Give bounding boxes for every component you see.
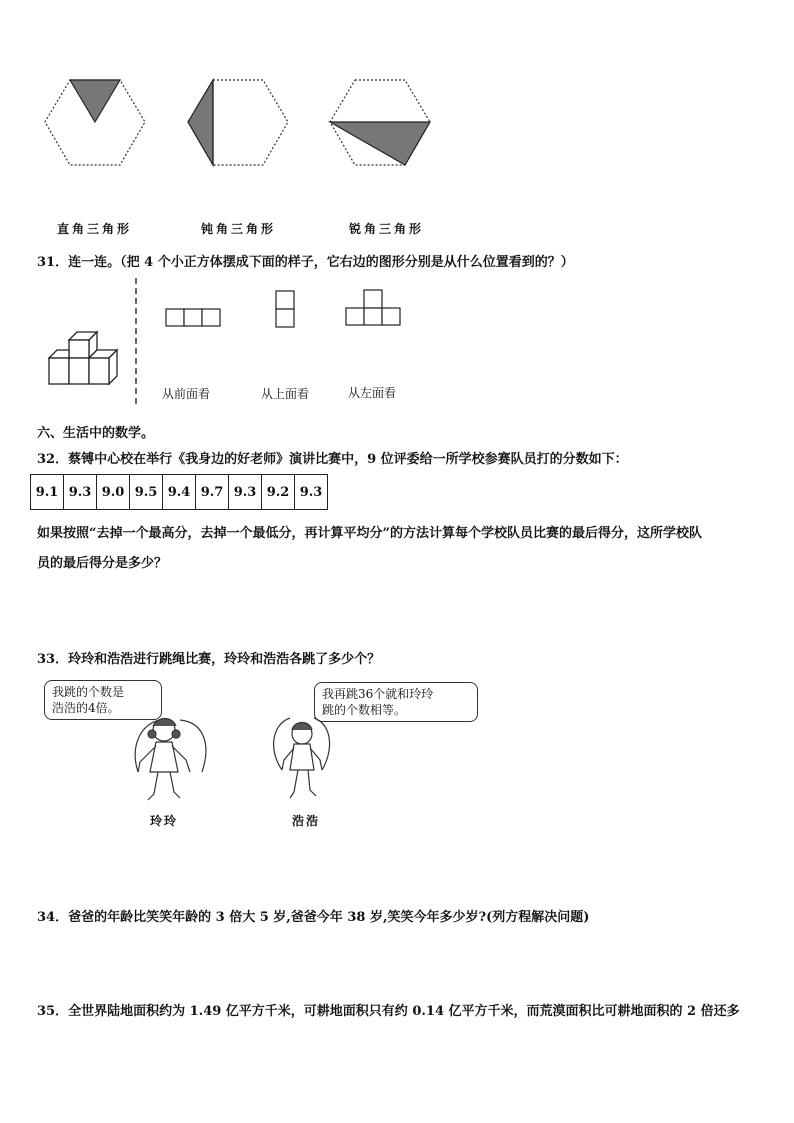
question-33: 33．玲玲和浩浩进行跳绳比赛，玲玲和浩浩各跳了多少个？ [37,652,381,667]
score-cell: 9.4 [163,475,196,510]
bubble-boy-line2: 跳的个数相等。 [322,703,407,717]
hexagon-figures [0,0,794,180]
view-label-front: 从前面看 [162,387,211,401]
speech-bubble-boy [314,682,478,722]
kid-name-girl: 玲玲 [150,814,179,828]
score-cell: 9.1 [31,475,64,510]
score-cell: 9.0 [97,475,130,510]
score-cell: 9.5 [130,475,163,510]
score-table [30,474,328,510]
girl-jump-rope-illustration [120,712,220,812]
question-34: 34．爸爸的年龄比笑笑年龄的 3 倍大 5 岁,爸爸今年 38 岁,笑笑今年多少岁?(列方程解决问题) [37,910,590,925]
section-six-title: 六、生活中的数学。 [37,426,155,441]
hexagon-right-triangle [45,80,145,165]
front-view-figure [165,308,223,328]
cube-stack-figure [40,320,130,390]
caption-acute-triangle: 锐角三角形 [349,222,425,236]
score-row [31,475,328,510]
top-view-figure [275,290,297,328]
question-32: 32．蔡镈中心校在举行《我身边的好老师》演讲比赛中，9 位评委给一所学校参赛队员打的分数如下： [37,452,628,467]
bubble-girl-line1: 我跳的个数是 [52,685,125,699]
score-cell: 9.7 [196,475,229,510]
score-cell: 9.3 [295,475,328,510]
caption-obtuse-triangle: 钝角三角形 [201,222,277,236]
left-view-figure [345,289,403,327]
score-cell: 9.3 [64,475,97,510]
question-32-body-line1: 如果按照“去掉一个最高分，去掉一个最低分，再计算平均分”的方法计算每个学校队员比赛的最后得分，这所学校队 [37,526,702,541]
boy-jump-rope-illustration [268,710,338,810]
view-label-left: 从左面看 [348,386,397,400]
hexagon-obtuse-triangle [188,80,288,165]
question-32-body-line2: 员的最后得分是多少？ [37,556,168,571]
dashed-divider [133,278,139,408]
kid-name-boy: 浩浩 [292,814,321,828]
view-label-top: 从上面看 [261,387,310,401]
caption-right-triangle: 直角三角形 [57,222,133,236]
question-35: 35．全世界陆地面积约为 1.49 亿平方千米，可耕地面积只有约 0.14 亿平方千米，而荒漠面积比可耕地面积的 2 倍还多 [37,1004,740,1019]
question-31: 31．连一连。（把 4 个小正方体摆成下面的样子，它右边的图形分别是从什么位置看到的？） [37,255,574,270]
score-cell: 9.3 [229,475,262,510]
bubble-boy-line1: 我再跳36个就和玲玲 [322,687,434,701]
hexagon-acute-triangle [330,80,430,165]
bubble-girl-line2: 浩浩的4倍。 [52,701,120,715]
score-cell: 9.2 [262,475,295,510]
